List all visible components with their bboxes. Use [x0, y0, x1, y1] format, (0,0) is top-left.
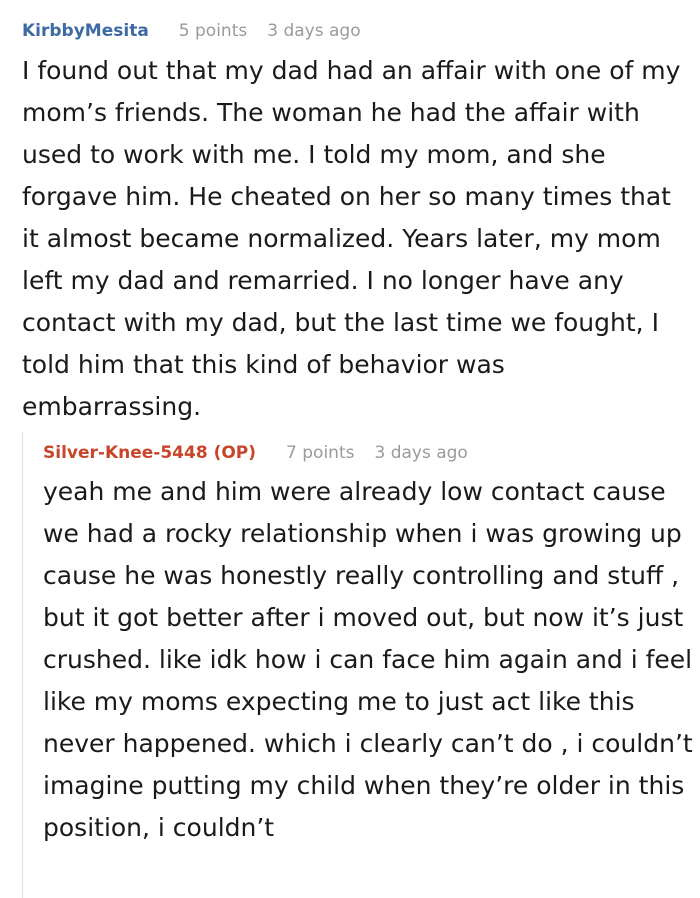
- reply-meta: [43, 442, 693, 464]
- thread-line[interactable]: [22, 432, 23, 898]
- comment-meta: [22, 20, 682, 42]
- comment-points: 5 points: [178, 21, 248, 41]
- comment: [22, 20, 682, 428]
- comment-timestamp: 3 days ago: [267, 21, 361, 41]
- comment-body: I found out that my dad had an affair with one of my mom’s friends. The woman he had the affair with used to work with me. I told my mom, and she forgave him. He cheated on her so many times that it almost became normalized. Years later, my mom left my dad and remarried. I no longer have any contact with my dad, but the last time we fought, I told him that this kind of behavior was embarrassing.: [22, 56, 681, 421]
- reply-timestamp: 3 days ago: [374, 443, 468, 463]
- reply-body: yeah me and him were already low contact cause we had a rocky relationship when i was growing up cause he was honestly really controlling and stuff , but it got better after i moved out, but now it’s just crushed. like idk how i can face him again and i feel like my moms expecting me to just act like this never happened. which i clearly can’t do , i couldn’t imagine putting my child when they’re older in this position, i couldn’t: [43, 477, 693, 842]
- reply-comment: [43, 442, 693, 849]
- comment-author-link[interactable]: KirbbyMesita: [22, 21, 149, 41]
- reply-author-link[interactable]: Silver-Knee-5448 (OP): [43, 443, 257, 463]
- reply-points: 7 points: [286, 443, 355, 463]
